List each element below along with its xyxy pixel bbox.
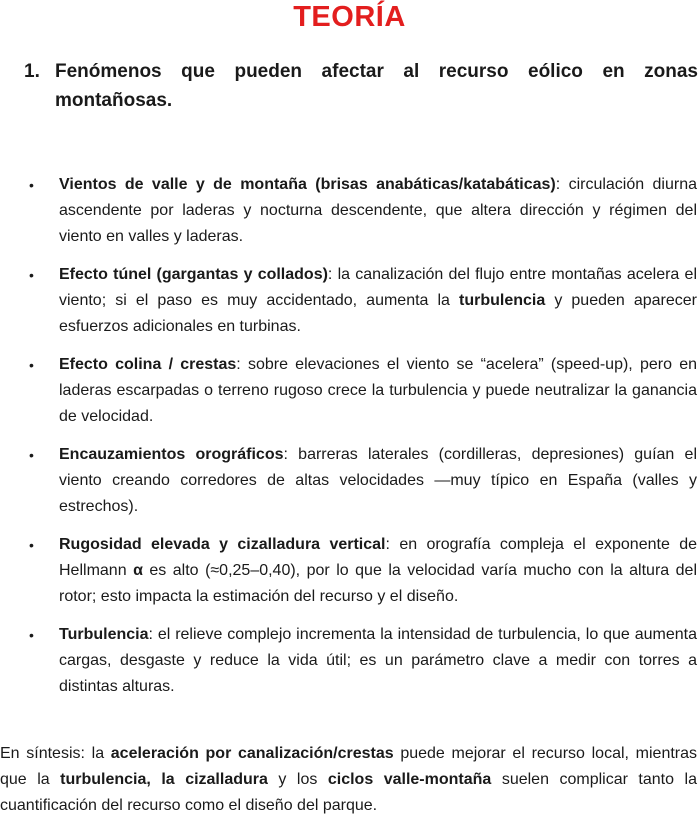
bullet-text: : el relieve complejo incrementa la intensidad de turbulencia, lo que aumenta cargas, desgaste y reduce la vida útil; es un parámetro clave a medir con torres a distintas alturas. — [59, 626, 697, 695]
bullet-icon: • — [29, 267, 34, 283]
bullet-term: Rugosidad elevada y cizalladura vertical — [59, 536, 386, 553]
section-heading — [24, 57, 698, 115]
summary-strong: aceleración por canalización/crestas — [110, 745, 394, 762]
bullet-inline-term: turbulencia — [459, 292, 546, 309]
bullet-term: Turbulencia — [59, 626, 149, 643]
bullet-icon: • — [29, 357, 34, 373]
bullet-text: : circulación diurna ascendente por laderas y nocturna descendente, que altera dirección y régimen del viento en valles y laderas. — [59, 176, 698, 245]
bullet-term: Vientos de valle y de montaña (brisas anabáticas/katabáticas) — [59, 176, 556, 193]
list-item — [0, 262, 699, 340]
bullet-icon: • — [29, 447, 34, 463]
list-item — [0, 442, 699, 520]
summary-text: puede mejorar el recurso local, mientras que la — [0, 745, 698, 788]
list-item — [0, 532, 699, 610]
bullet-term: Encauzamientos orográficos — [59, 446, 284, 463]
list-item — [0, 622, 699, 700]
summary-strong: ciclos valle-montaña — [327, 771, 492, 788]
summary-paragraph — [0, 741, 697, 819]
bullet-icon: • — [29, 537, 34, 553]
list-item — [0, 172, 699, 250]
bullet-term: Efecto colina / crestas — [59, 356, 237, 373]
section-number: 1. — [24, 61, 40, 82]
summary-text: suelen complicar tanto la cuantificación del recurso como el diseño del parque. — [0, 771, 697, 814]
bullet-text: : sobre elevaciones el viento se “acelera” (speed-up), pero en laderas escarpadas o terreno rugoso crece la turbulencia y puede neutralizar la ganancia de velocidad. — [59, 356, 698, 425]
summary-strong: turbulencia, la cizalladura — [60, 771, 268, 788]
bullet-icon: • — [29, 627, 34, 643]
section-heading-text: Fenómenos que pueden afectar al recurso eólico en zonas montañosas. — [55, 61, 698, 111]
bullet-list — [0, 172, 699, 712]
bullet-text: y pueden aparecer esfuerzos adicionales en turbinas. — [59, 292, 698, 335]
page-title: TEORÍA — [293, 1, 406, 33]
bullet-text: : la canalización del flujo entre montañas acelera el viento; si el paso es muy accidentado, aumenta la — [59, 266, 697, 309]
list-item — [0, 352, 699, 430]
bullet-text: : en orografía compleja el exponente de Hellmann — [59, 536, 698, 579]
bullet-term: Efecto túnel (gargantas y collados) — [59, 266, 328, 283]
bullet-text: es alto (≈0,25–0,40), por lo que la velocidad varía mucho con la altura del rotor; esto impacta la estimación del recurso y el diseño. — [59, 562, 698, 605]
bullet-inline-term: α — [133, 562, 143, 579]
summary-text: En síntesis: la — [0, 745, 111, 762]
bullet-icon: • — [29, 177, 34, 193]
summary-text: y los — [267, 771, 328, 788]
bullet-text: : barreras laterales (cordilleras, depresiones) guían el viento creando corredores de altas velocidades —muy típico en España (valles y estrechos). — [59, 446, 697, 515]
